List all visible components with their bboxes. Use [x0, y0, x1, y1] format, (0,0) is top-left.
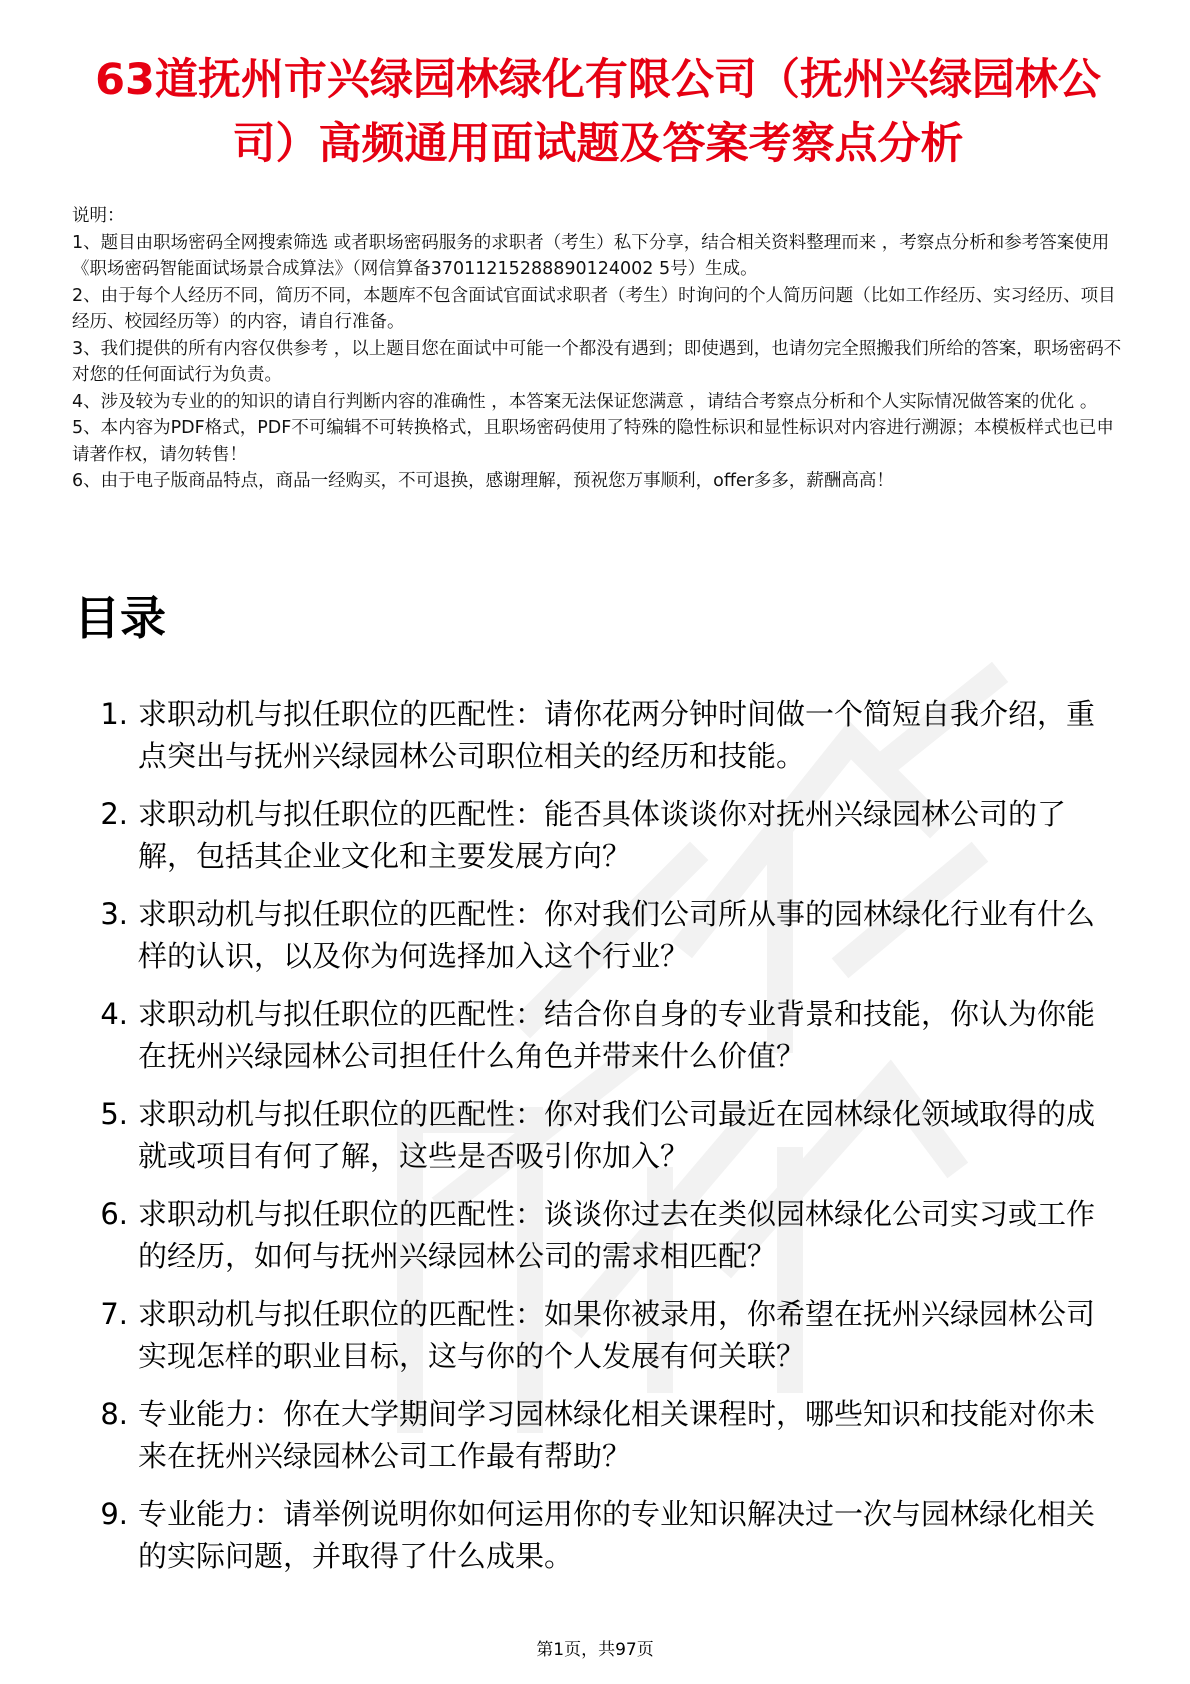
- toc-item-text: 专业能力：你在大学期间学习园林绿化相关课程时，哪些知识和技能对你未来在抚州兴绿园林公司工作最有帮助？: [138, 1397, 1096, 1473]
- toc-item-text: 求职动机与拟任职位的匹配性：你对我们公司最近在园林绿化领域取得的成就或项目有何了解，这些是否吸引你加入？: [138, 1097, 1096, 1173]
- toc-item-text: 求职动机与拟任职位的匹配性：请你花两分钟时间做一个简短自我介绍，重点突出与抚州兴绿园林公司职位相关的经历和技能。: [138, 697, 1096, 773]
- note-item: 1、题目由职场密码全网搜索筛选 或者职场密码服务的求职者（考生）私下分享，结合相关资料整理而来 ，考察点分析和参考答案使用《职场密码智能面试场景合成算法》（网信算备37011215288890124002 5号）生成。: [72, 232, 1110, 279]
- toc-item-text: 求职动机与拟任职位的匹配性：如果你被录用，你希望在抚州兴绿园林公司实现怎样的职业目标，这与你的个人发展有何关联？: [138, 1297, 1096, 1373]
- toc-item-number: 8.: [100, 1397, 128, 1431]
- toc-item-text: 求职动机与拟任职位的匹配性：谈谈你过去在类似园林绿化公司实习或工作的经历，如何与抚州兴绿园林公司的需求相匹配？: [138, 1197, 1096, 1273]
- note-item: 5、本内容为PDF格式，PDF不可编辑不可转换格式，且职场密码使用了特殊的隐性标识和显性标识对内容进行溯源；本模板样式也已申请著作权，请勿转售！: [72, 418, 1114, 465]
- notes-heading: 说明：: [72, 206, 125, 226]
- toc-item-text: 求职动机与拟任职位的匹配性：能否具体谈谈你对抚州兴绿园林公司的了解，包括其企业文化和主要发展方向？: [138, 797, 1067, 873]
- disclaimer-notes: [72, 203, 1122, 495]
- toc-item[interactable]: [74, 793, 1124, 893]
- note-item: 2、由于每个人经历不同，简历不同，本题库不包含面试官面试求职者（考生）时询问的个人简历问题（比如工作经历、实习经历、项目经历、校园经历等）的内容，请自行准备。: [72, 285, 1116, 332]
- toc-item-number: 9.: [100, 1497, 128, 1531]
- table-of-contents: [74, 693, 1124, 1593]
- toc-item-number: 7.: [100, 1297, 128, 1331]
- toc-item-number: 1.: [100, 697, 128, 731]
- toc-item[interactable]: [74, 693, 1124, 793]
- note-item: 3、我们提供的所有内容仅供参考 ，以上题目您在面试中可能一个都没有遇到；即使遇到，也请勿完全照搬我们所给的答案，职场密码不对您的任何面试行为负责。: [72, 338, 1122, 385]
- toc-item[interactable]: [74, 1193, 1124, 1293]
- toc-item[interactable]: [74, 1293, 1124, 1393]
- toc-heading: 目录: [74, 591, 166, 645]
- toc-item-number: 5.: [100, 1097, 128, 1131]
- toc-item[interactable]: [74, 1393, 1124, 1493]
- note-item: 6、由于电子版商品特点，商品一经购买，不可退换，感谢理解，预祝您万事顺利，offer多多，薪酬高高！: [72, 471, 894, 491]
- toc-item[interactable]: [74, 1093, 1124, 1193]
- page-footer: 第1页，共97页: [536, 1640, 654, 1660]
- toc-item-number: 3.: [100, 897, 128, 931]
- toc-item-number: 6.: [100, 1197, 128, 1231]
- toc-item[interactable]: [74, 1493, 1124, 1593]
- toc-item[interactable]: [74, 893, 1124, 993]
- note-item: 4、涉及较为专业的的知识的请自行判断内容的准确性 ，本答案无法保证您满意 ，请结合考察点分析和个人实际情况做答案的优化 。: [72, 391, 1098, 412]
- toc-item[interactable]: [74, 993, 1124, 1093]
- toc-item-number: 2.: [100, 797, 128, 831]
- toc-item-text: 求职动机与拟任职位的匹配性：结合你自身的专业背景和技能，你认为你能在抚州兴绿园林公司担任什么角色并带来什么价值？: [138, 997, 1096, 1073]
- toc-item-text: 专业能力：请举例说明你如何运用你的专业知识解决过一次与园林绿化相关的实际问题，并取得了什么成果。: [138, 1497, 1096, 1573]
- toc-item-text: 求职动机与拟任职位的匹配性：你对我们公司所从事的园林绿化行业有什么样的认识，以及你为何选择加入这个行业？: [138, 897, 1096, 973]
- document-title: 63道抚州市兴绿园林绿化有限公司（抚州兴绿园林公司）高频通用面试题及答案考察点分析: [95, 55, 1101, 169]
- toc-item-number: 4.: [100, 997, 128, 1031]
